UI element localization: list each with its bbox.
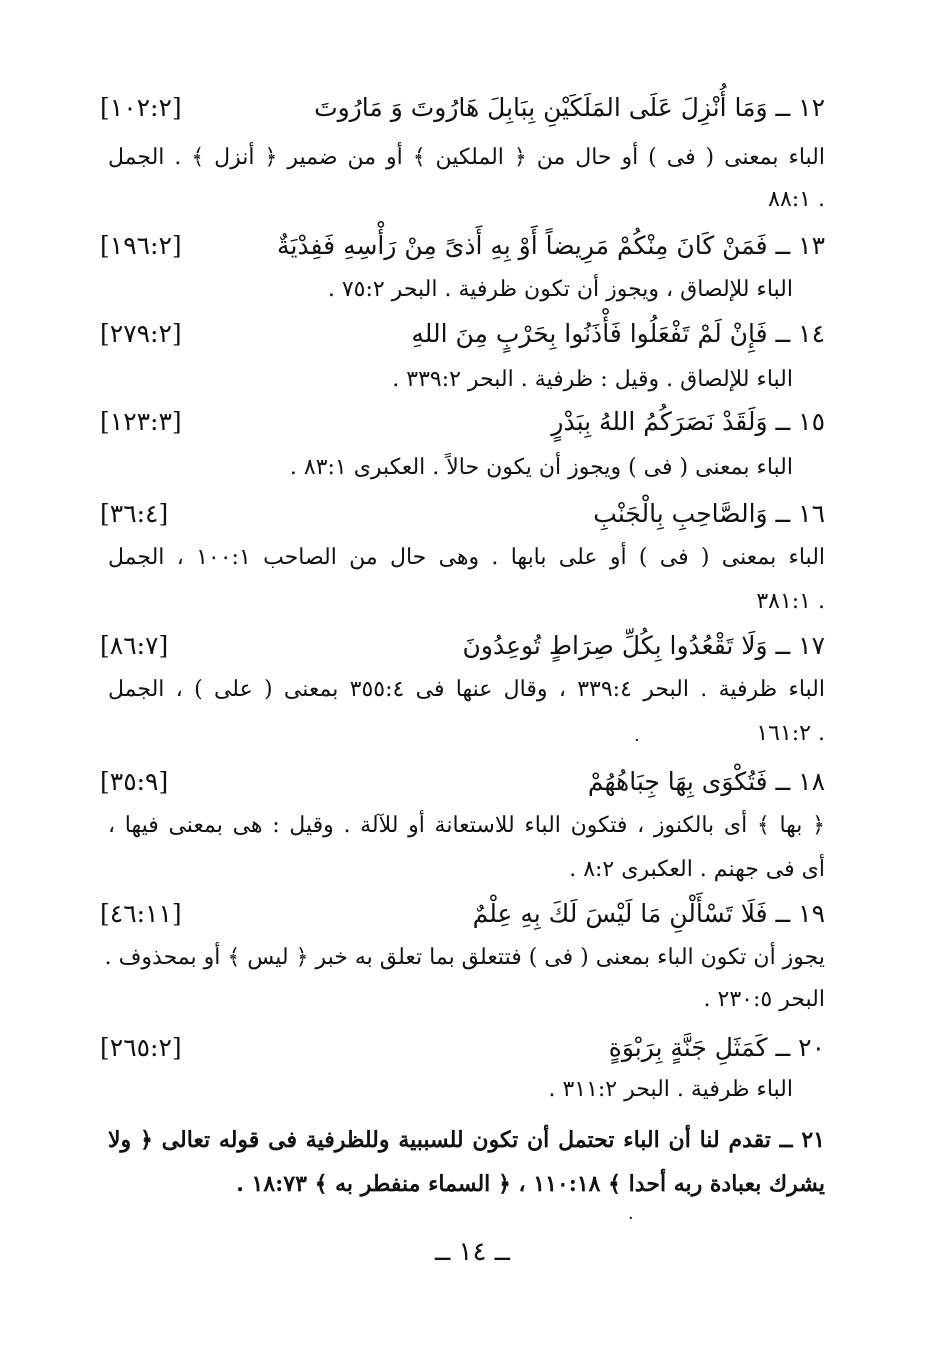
commentary-line: ﴿ بها ﴾ أى بالكنوز ، فتكون الباء للاستعانة أو للآلة . وقيل : هى بمعنى فيها ، [108, 813, 825, 838]
commentary-line: الباء للإلصاق ، ويجوز أن تكون ظرفية . البحر ٧٥:٢ . [327, 277, 793, 302]
entry-heading [100, 1028, 825, 1068]
commentary-line: الباء بمعنى ( فى ) أو على بابها . وهى حال من الصاحب ١٠٠:١ ، الجمل [108, 545, 826, 570]
verse-text: ١٨ ــ فَتُكْوَى بِهَا جِبَاهُهُمْ [587, 767, 825, 796]
commentary-line: . ٣٨١:١ [756, 589, 825, 614]
verse-text: ١٧ ــ وَلَا تَقْعُدُوا بِكُلِّ صِرَاطٍ تُوعِدُونَ [462, 631, 825, 660]
commentary-line: الباء للإلصاق . وقيل : ظرفية . البحر ٣٣٩:٢ . [392, 367, 793, 392]
verse-reference: [٣٥:٩] [100, 767, 169, 796]
verse-reference: [١٩٦:٢] [100, 231, 182, 260]
commentary-line: البحر ٢٣٠:٥ . [703, 987, 825, 1012]
commentary-line: يجوز أن تكون الباء بمعنى ( فى ) فتتعلق بما تعلق به خبر ﴿ ليس ﴾ أو بمحذوف . [104, 945, 825, 970]
entry-heading [100, 402, 825, 442]
verse-reference: [٤٦:١١] [100, 899, 182, 928]
commentary-line: أى فى جهنم . العكبرى ٨:٢ . [569, 857, 825, 882]
verse-text: ١٦ ــ وَالصَّاحِبِ بِالْجَنْبِ [593, 499, 825, 528]
verse-text: ١٩ ــ فَلَا تَسْأَلْنِ مَا لَيْسَ لَكَ بِهِ عِلْمٌ [472, 899, 825, 928]
commentary-line: الباء بمعنى ( فى ) ويجوز أن يكون حالاً . العكبرى ٨٣:١ . [289, 455, 793, 480]
verse-text: ١٤ ــ فَإِنْ لَمْ تَفْعَلُوا فَأْذَنُوا بِحَرْبٍ مِنَ اللهِ [411, 319, 825, 348]
verse-reference: [١٢٣:٣] [100, 407, 182, 436]
verse-text: ١٣ ــ فَمَنْ كَانَ مِنْكُمْ مَرِيضاً أَوْ بِهِ أَذىً مِنْ رَأْسِهِ فَفِدْيَةٌ [277, 231, 825, 260]
verse-text: ١٢ ــ وَمَا أُنْزِلَ عَلَى المَلَكَيْنِ بِبَابِلَ هَارُوتَ وَ مَارُوتَ [314, 93, 825, 122]
entry-heading [100, 314, 825, 354]
verse-reference: [٢٦٥:٢] [100, 1033, 182, 1062]
commentary-line: الباء ظرفية . البحر ٣٣٩:٤ ، وقال عنها فى ٣٥٥:٤ بمعنى ( على ) ، الجمل [108, 677, 825, 702]
stray-mark: · [634, 730, 640, 751]
page-number: ــ ١٤ ــ [435, 1237, 510, 1267]
verse-reference: [٣٦:٤] [100, 499, 169, 528]
note-line: ٢١ ــ تقدم لنا أن الباء تحتمل أن تكون للسببية وللظرفية فى قوله تعالى ﴿ ولا [108, 1127, 825, 1153]
verse-text: ١٥ ــ وَلَقَدْ نَصَرَكُمُ اللهُ بِبَدْرٍ [551, 407, 825, 436]
commentary-line: الباء ظرفية . البحر ٣١١:٢ . [548, 1077, 793, 1102]
commentary-line: . ١٦١:٢ [756, 721, 825, 746]
entry-heading [100, 894, 825, 934]
commentary-line: الباء بمعنى ( فى ) أو حال من ﴿ الملكين ﴾ أو من ضمير ﴿ أنزل ﴾ . الجمل [108, 145, 825, 170]
entry-heading [100, 226, 825, 266]
commentary-line: . ٨٨:١ [768, 187, 825, 212]
entry-heading [100, 762, 825, 802]
verse-text: ٢٠ ــ كَمَثَلِ جَنَّةٍ بِرَبْوَةٍ [608, 1033, 825, 1062]
entry-heading [100, 494, 825, 534]
entry-heading [100, 626, 825, 666]
verse-reference: [٨٦:٧] [100, 631, 169, 660]
verse-reference: [١٠٢:٢] [100, 93, 182, 122]
verse-reference: [٢٧٩:٢] [100, 319, 182, 348]
note-line: يشرك بعبادة ربه أحدا ﴾ ١١٠:١٨ ، ﴿ السماء منفطر به ﴾ ١٨:٧٣ . [236, 1171, 825, 1197]
stray-mark: · [628, 1208, 634, 1229]
entry-heading [100, 88, 825, 128]
